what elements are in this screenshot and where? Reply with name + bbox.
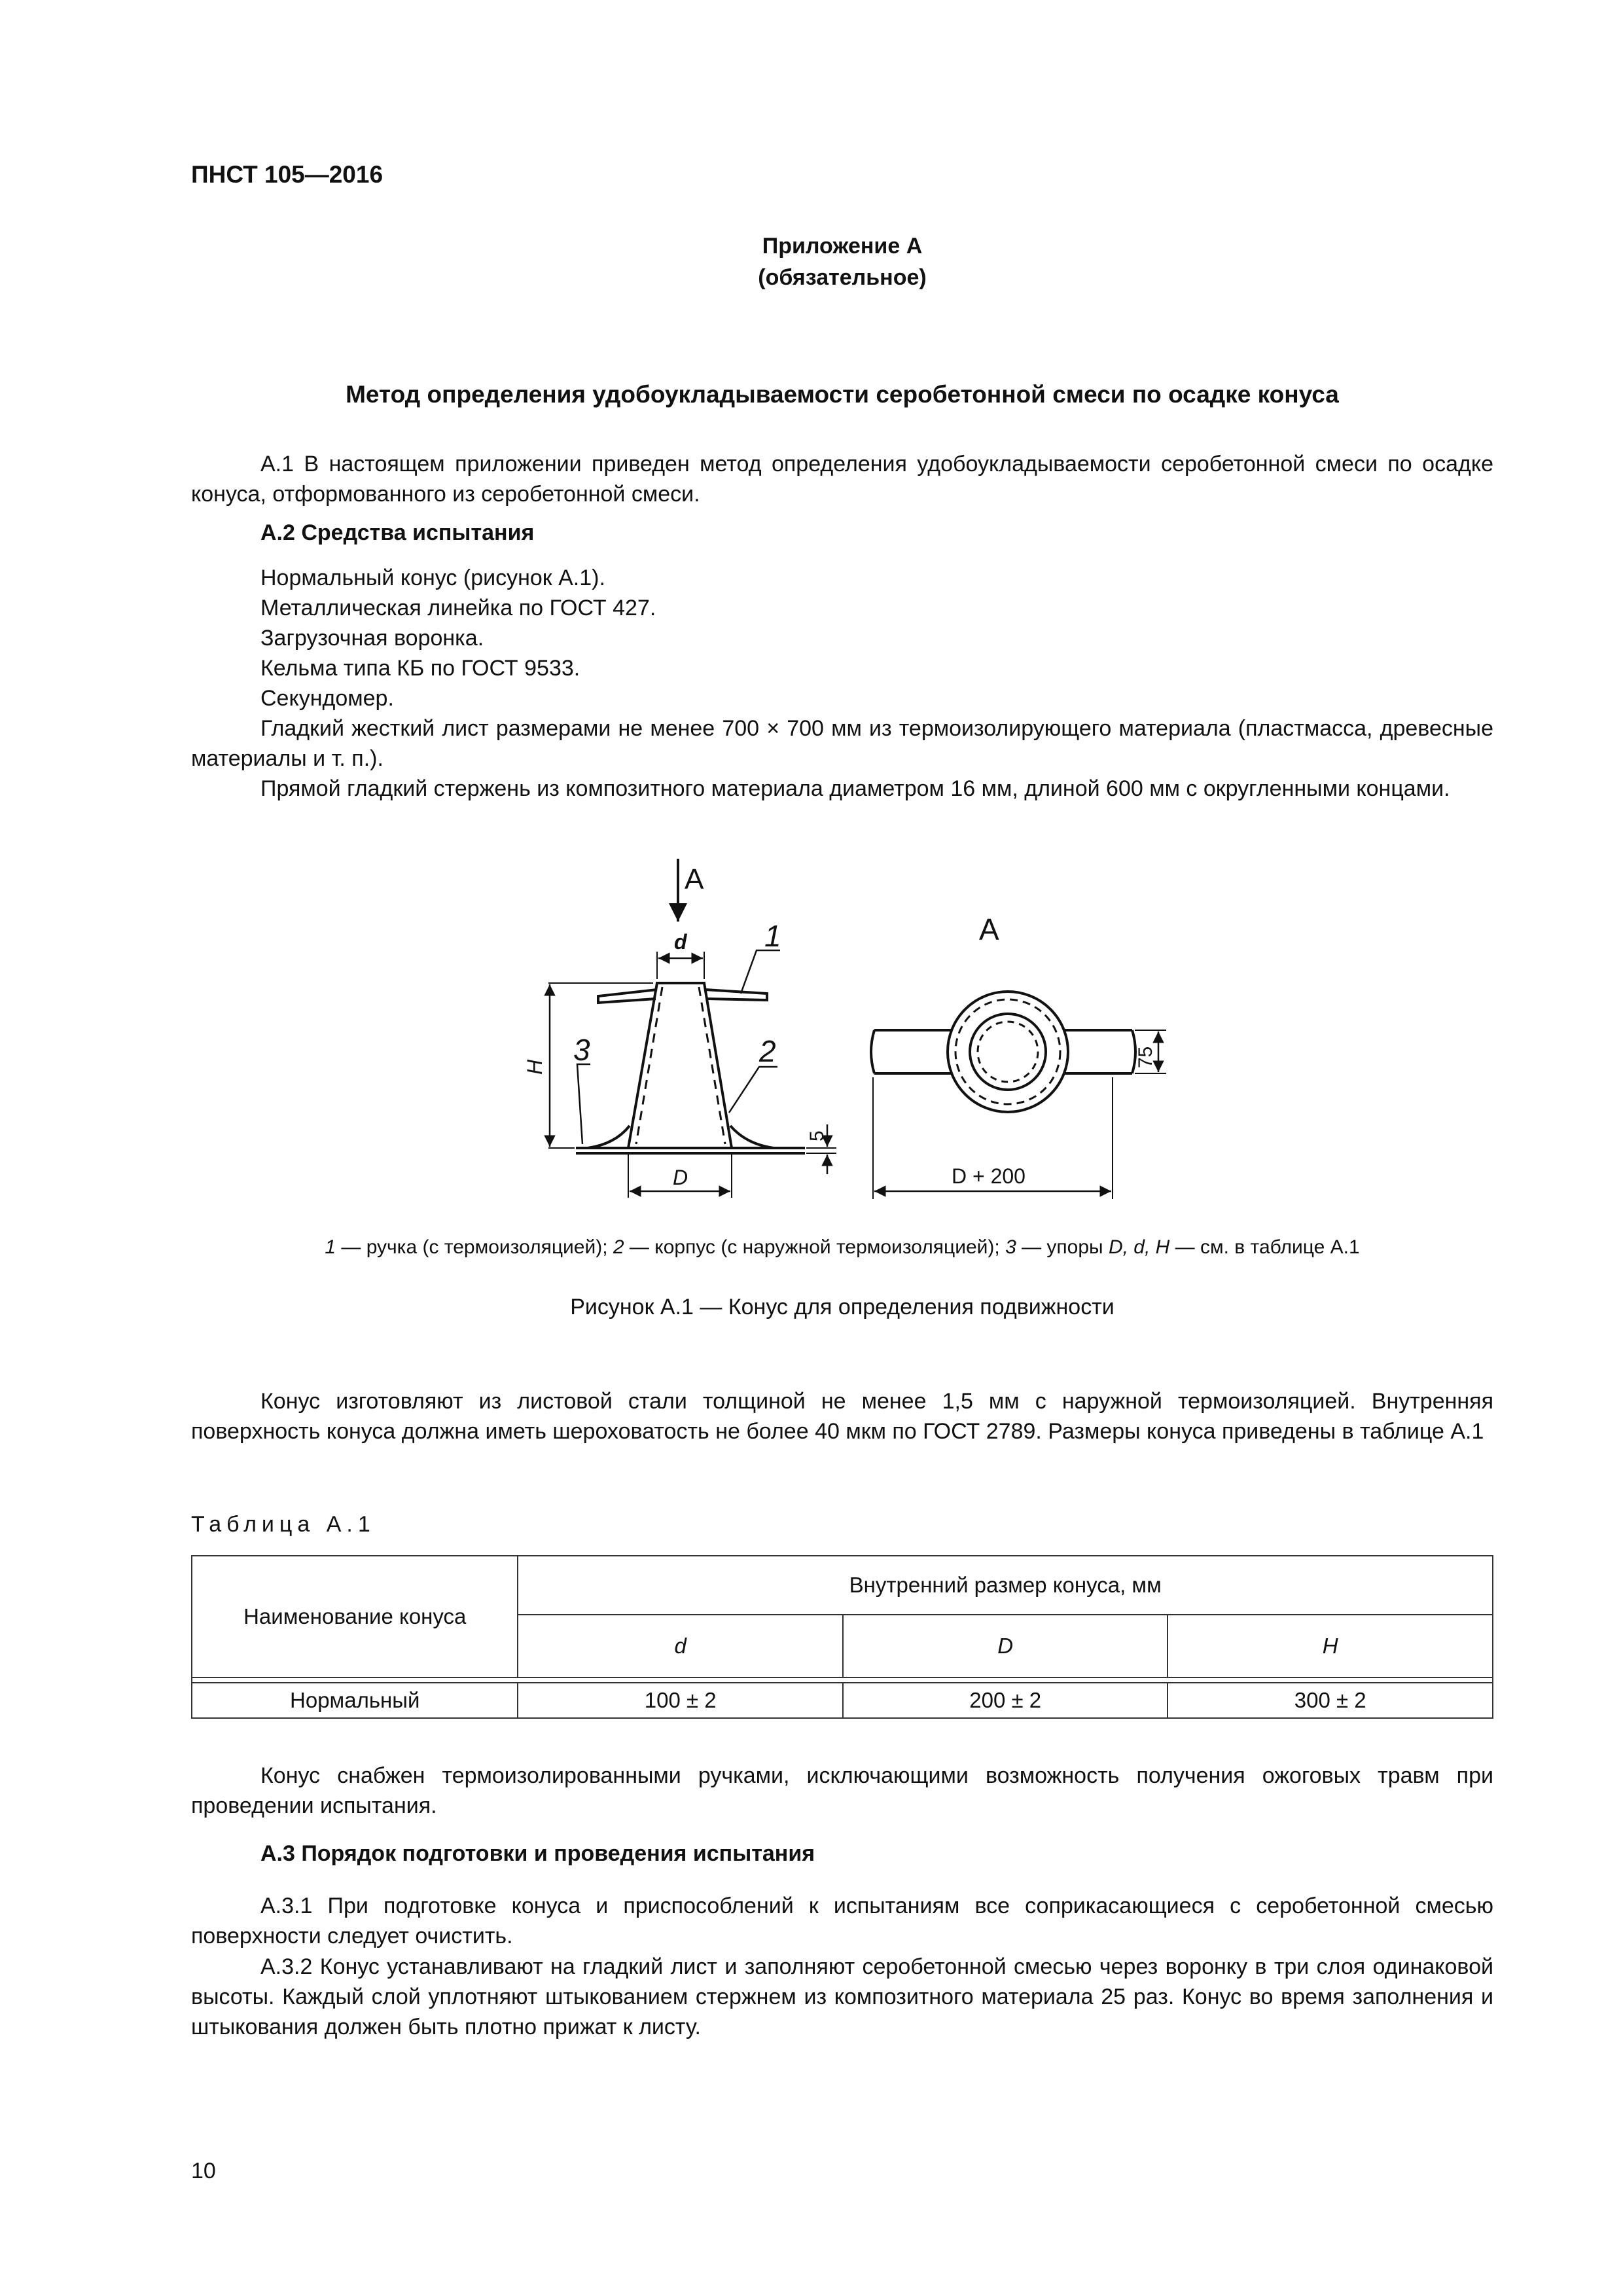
callout-3: 3 — [573, 1033, 590, 1067]
section-a2-heading: А.2 Средства испытания — [260, 520, 535, 545]
paragraph-rod — [191, 774, 1493, 804]
view-title: А — [979, 912, 999, 946]
left-handle — [598, 990, 657, 1003]
figure-caption: Рисунок А.1 — Конус для определения подвижности — [570, 1295, 1115, 1319]
dimensions-table — [191, 1555, 1493, 1719]
method-title: Метод определения удобоукладываемости серобетонной смеси по осадке конуса — [346, 381, 1339, 408]
right-handle — [705, 990, 767, 1000]
callout-2: 2 — [759, 1034, 776, 1068]
paragraph-cone — [191, 1386, 1493, 1446]
callout-1-leader — [741, 950, 780, 994]
legend-num-2: 2 — [613, 1236, 624, 1258]
view-arrow-label: А — [685, 863, 704, 895]
means-item-1: Нормальный конус (рисунок А.1). — [260, 565, 605, 590]
cone-insulation-right — [699, 987, 725, 1144]
header-H: H — [1322, 1634, 1338, 1658]
means-item-2: Металлическая линейка по ГОСТ 427. — [260, 596, 656, 620]
means-item-4: Кельма типа КБ по ГОСТ 9533. — [260, 656, 580, 681]
header-d: d — [674, 1634, 687, 1658]
cone-body — [628, 983, 732, 1148]
cell-H: 300 ± 2 — [1168, 1683, 1493, 1718]
view-handle-left — [871, 1030, 953, 1073]
header-D: D — [997, 1634, 1014, 1658]
paragraph-handles — [191, 1761, 1493, 1821]
table-caption: Таблица А.1 — [191, 1512, 376, 1537]
legend-text-4: — см. в таблице А.1 — [1169, 1236, 1360, 1258]
cone-figure — [510, 851, 1156, 1217]
legend-num-3: 3 — [1005, 1236, 1016, 1258]
means-item-3: Загрузочная воронка. — [260, 626, 484, 651]
legend-text-2: — корпус (с наружной термоизоляцией); — [624, 1236, 1006, 1258]
callout-3-leader — [577, 1064, 590, 1144]
legend-text-3: — упоры — [1016, 1236, 1109, 1258]
cell-d: 100 ± 2 — [518, 1683, 843, 1718]
paragraph-a32-text: А.3.2 Конус устанавливают на гладкий лист и заполняют серобетонной смесью через воронку в три слоя одинаковой высоты. Каждый слой уплотняют штыкованием стержнем из композитного материала 25 раз. Конус во время заполнения и штыкования должен быть плотно прижат к листу. — [191, 1954, 1493, 2039]
view-outer-circle — [948, 992, 1068, 1112]
callout-1: 1 — [764, 919, 781, 953]
view-handle-right — [1063, 1030, 1135, 1073]
legend-dims: D, d, H — [1108, 1236, 1170, 1258]
legend-text-1: — ручка (с термоизоляцией); — [336, 1236, 613, 1258]
paragraph-cone-text: Конус изготовляют из листовой стали толщиной не менее 1,5 мм с наружной термоизоляцией. Внутренняя поверхность конуса должна иметь шероховатость не более 40 мкм по ГОСТ 2789. Размеры конуса приведены в таблице А.1 — [191, 1389, 1493, 1444]
paragraph-handles-text: Конус снабжен термоизолированными ручками, исключающими возможность получения ожоговых травм при проведении испытания. — [191, 1763, 1493, 1818]
label-H: H — [523, 1059, 546, 1075]
paragraph-sheet — [191, 713, 1493, 774]
label-75: 75 — [1135, 1046, 1156, 1068]
paragraph-sheet-text: Гладкий жесткий лист размерами не менее 700 × 700 мм из термоизолирующего материала (пластмасса, древесные материалы и т. п.). — [191, 716, 1493, 771]
annex-status: (обязательное) — [758, 265, 927, 290]
cone-insulation-left — [636, 987, 662, 1144]
annex-heading — [191, 230, 1493, 293]
paragraph-a1-text: А.1 В настоящем приложении приведен метод определения удобоукладываемости серобетонной смеси по осадке конуса, отформованного из серобетонной смеси. — [191, 452, 1493, 507]
label-D: D — [673, 1166, 688, 1189]
header-cone-name: Наименование конуса — [192, 1556, 518, 1677]
header-inner-size: Внутренний размер конуса, мм — [518, 1556, 1493, 1615]
figure-legend — [191, 1236, 1493, 1259]
paragraph-a32 — [191, 1952, 1493, 2042]
callout-2-leader — [729, 1067, 777, 1113]
page-number: 10 — [191, 2159, 216, 2183]
paragraph-rod-text: Прямой гладкий стержень из композитного материала диаметром 16 мм, длиной 600 мм с округленными концами. — [260, 776, 1450, 801]
right-foot — [730, 1126, 774, 1148]
table-row — [192, 1683, 1493, 1718]
document-code: ПНСТ 105—2016 — [191, 161, 383, 188]
label-D200: D + 200 — [952, 1164, 1026, 1188]
annex-title: Приложение А — [762, 234, 923, 259]
paragraph-a31-text: А.3.1 При подготовке конуса и приспособлений к испытаниям все соприкасающиеся с серобетонной смесью поверхности следует очистить. — [191, 1893, 1493, 1948]
cell-D: 200 ± 2 — [843, 1683, 1168, 1718]
paragraph-a31 — [191, 1891, 1493, 1951]
left-foot — [588, 1126, 630, 1148]
section-a3-heading: А.3 Порядок подготовки и проведения испытания — [260, 1841, 815, 1866]
paragraph-a1 — [191, 449, 1493, 509]
cell-name: Нормальный — [192, 1683, 518, 1718]
legend-num-1: 1 — [325, 1236, 336, 1258]
label-5: 5 — [806, 1130, 828, 1141]
means-item-5: Секундомер. — [260, 686, 394, 711]
label-d: d — [674, 930, 687, 954]
